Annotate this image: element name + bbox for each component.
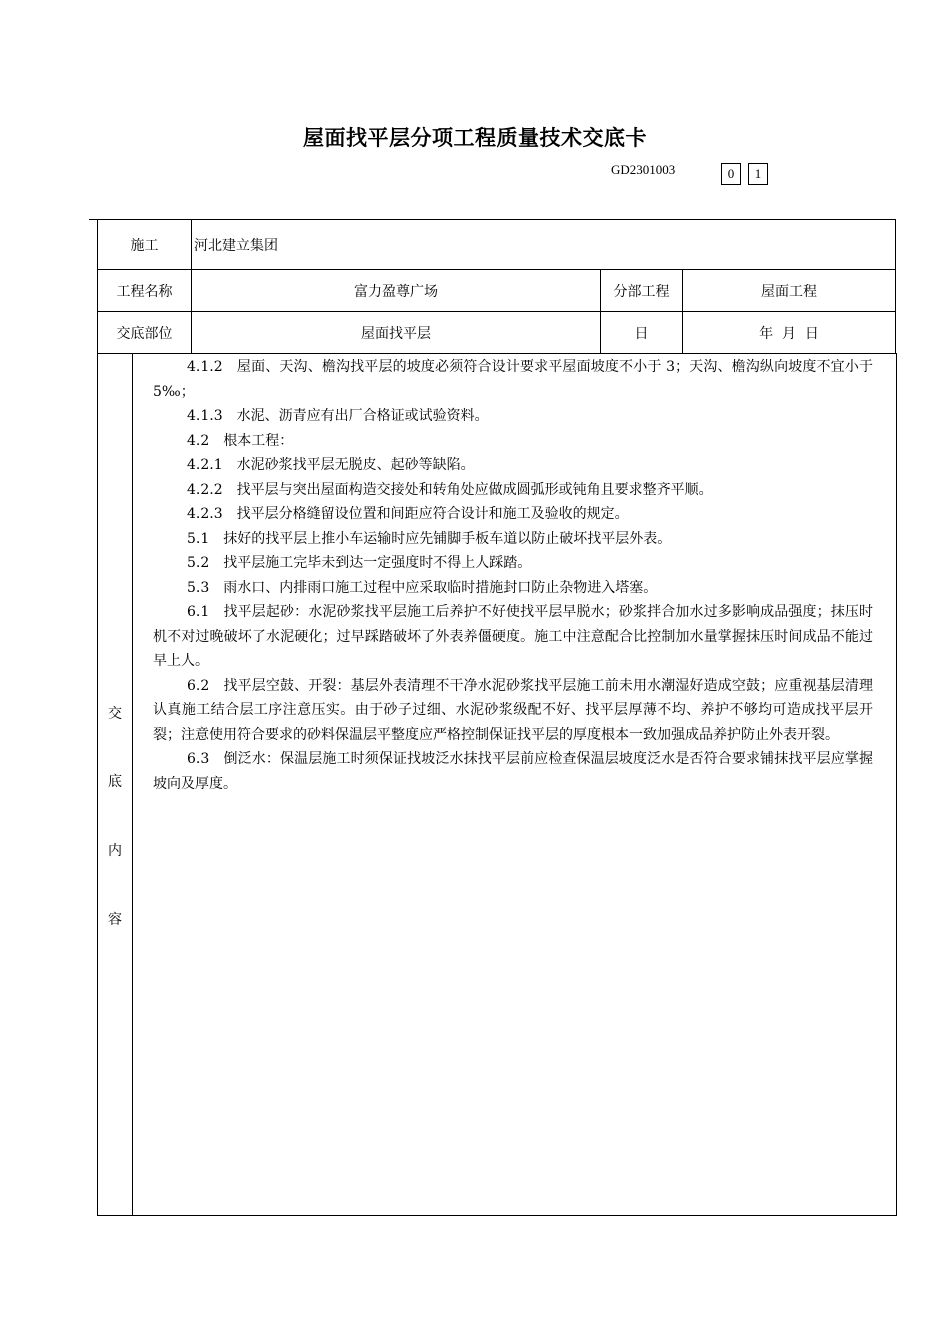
project-name-value: 富力盈尊广场 <box>192 270 601 312</box>
clause-4-2-2: 4.2.2 找平层与突出屋面构造交接处和转角处应做成圆弧形或钝角且要求整齐平顺。 <box>187 481 713 498</box>
row-project <box>98 270 896 312</box>
briefing-content-side-label <box>98 353 133 1215</box>
side-char-1: 交 <box>108 706 122 722</box>
clause-5-2: 5.2 找平层施工完毕未到达一定强度时不得上人踩踏。 <box>187 555 532 571</box>
clause-6-3: 6.3 倒泛水：保温层施工时须保证找坡泛水抹找平层前应检查保温层坡度泛水是否符合要求铺抹找平层应掌握坡向及厚度。 <box>153 751 873 792</box>
contractor-value: 河北建立集团 <box>192 220 896 270</box>
clause-4-2-1: 4.2.1 水泥砂浆找平层无脱皮、起砂等缺陷。 <box>187 457 475 473</box>
clause-5-1: 5.1 抹好的找平层上推小车运输时应先铺脚手板车道以防止破坏找平层外表。 <box>187 530 672 547</box>
project-name-label: 工程名称 <box>98 270 192 312</box>
sheet-number-box-1: 0 <box>721 163 741 185</box>
clause-6-1: 6.1 找平层起砂：水泥砂浆找平层施工后养护不好使找平层早脱水；砂浆拌合加水过多影响成品强度；抹压时机不对过晚破坏了水泥硬化；过早踩踏破坏了外表养僵硬度。施工中注意配合比控制加水量掌握抹压时间成品不能过早上人。 <box>153 604 873 669</box>
clause-5-3: 5.3 雨水口、内排雨口施工过程中应采取临时措施封口防止杂物进入塔塞。 <box>187 579 658 596</box>
clause-6-2: 6.2 找平层空鼓、开裂：基层外表清理不干净水泥砂浆找平层施工前未用水潮湿好造成空鼓；应重视基层清理认真施工结合层工序注意压实。由于砂子过细、水泥砂浆级配不好、找平层厚薄不均、养护不够均可造成找平层开裂；注意使用符合要求的砂料保温层平整度应严格控制保证找平层的厚度根本一致加强成品养护防止外表开裂。 <box>153 677 873 743</box>
clause-4-1-3: 4.1.3 水泥、沥青应有出厂合格证或试验资料。 <box>187 408 489 424</box>
sheet-number-box-2: 1 <box>748 163 768 185</box>
row-contractor <box>98 220 896 270</box>
row-location <box>98 312 896 354</box>
briefing-body-text <box>153 355 873 796</box>
table-corner-tick <box>89 219 97 220</box>
document-code: GD2301003 <box>611 162 676 177</box>
side-char-3: 内 <box>108 843 122 859</box>
clause-4-2-3: 4.2.3 找平层分格缝留设位置和间距应符合设计和施工及验收的规定。 <box>187 506 629 522</box>
side-char-4: 容 <box>108 912 122 928</box>
contractor-label: 施工 <box>98 220 192 270</box>
document-title: 屋面找平层分项工程质量技术交底卡 <box>303 125 647 150</box>
header-table <box>97 219 896 354</box>
side-char-2: 底 <box>108 774 122 790</box>
date-label: 日 <box>601 312 683 354</box>
clause-4-2: 4.2 根本工程： <box>187 432 294 449</box>
location-label: 交底部位 <box>98 312 192 354</box>
location-value: 屋面找平层 <box>192 312 601 354</box>
briefing-content-section <box>97 353 897 1216</box>
division-label: 分部工程 <box>601 270 683 312</box>
date-value: 年 月 日 <box>683 312 896 354</box>
clause-4-1-2: 4.1.2 屋面、天沟、檐沟找平层的坡度必须符合设计要求平屋面坡度不小于 3；天沟、檐沟纵向坡度不宜小于 5‰； <box>153 359 873 400</box>
division-value: 屋面工程 <box>683 270 896 312</box>
